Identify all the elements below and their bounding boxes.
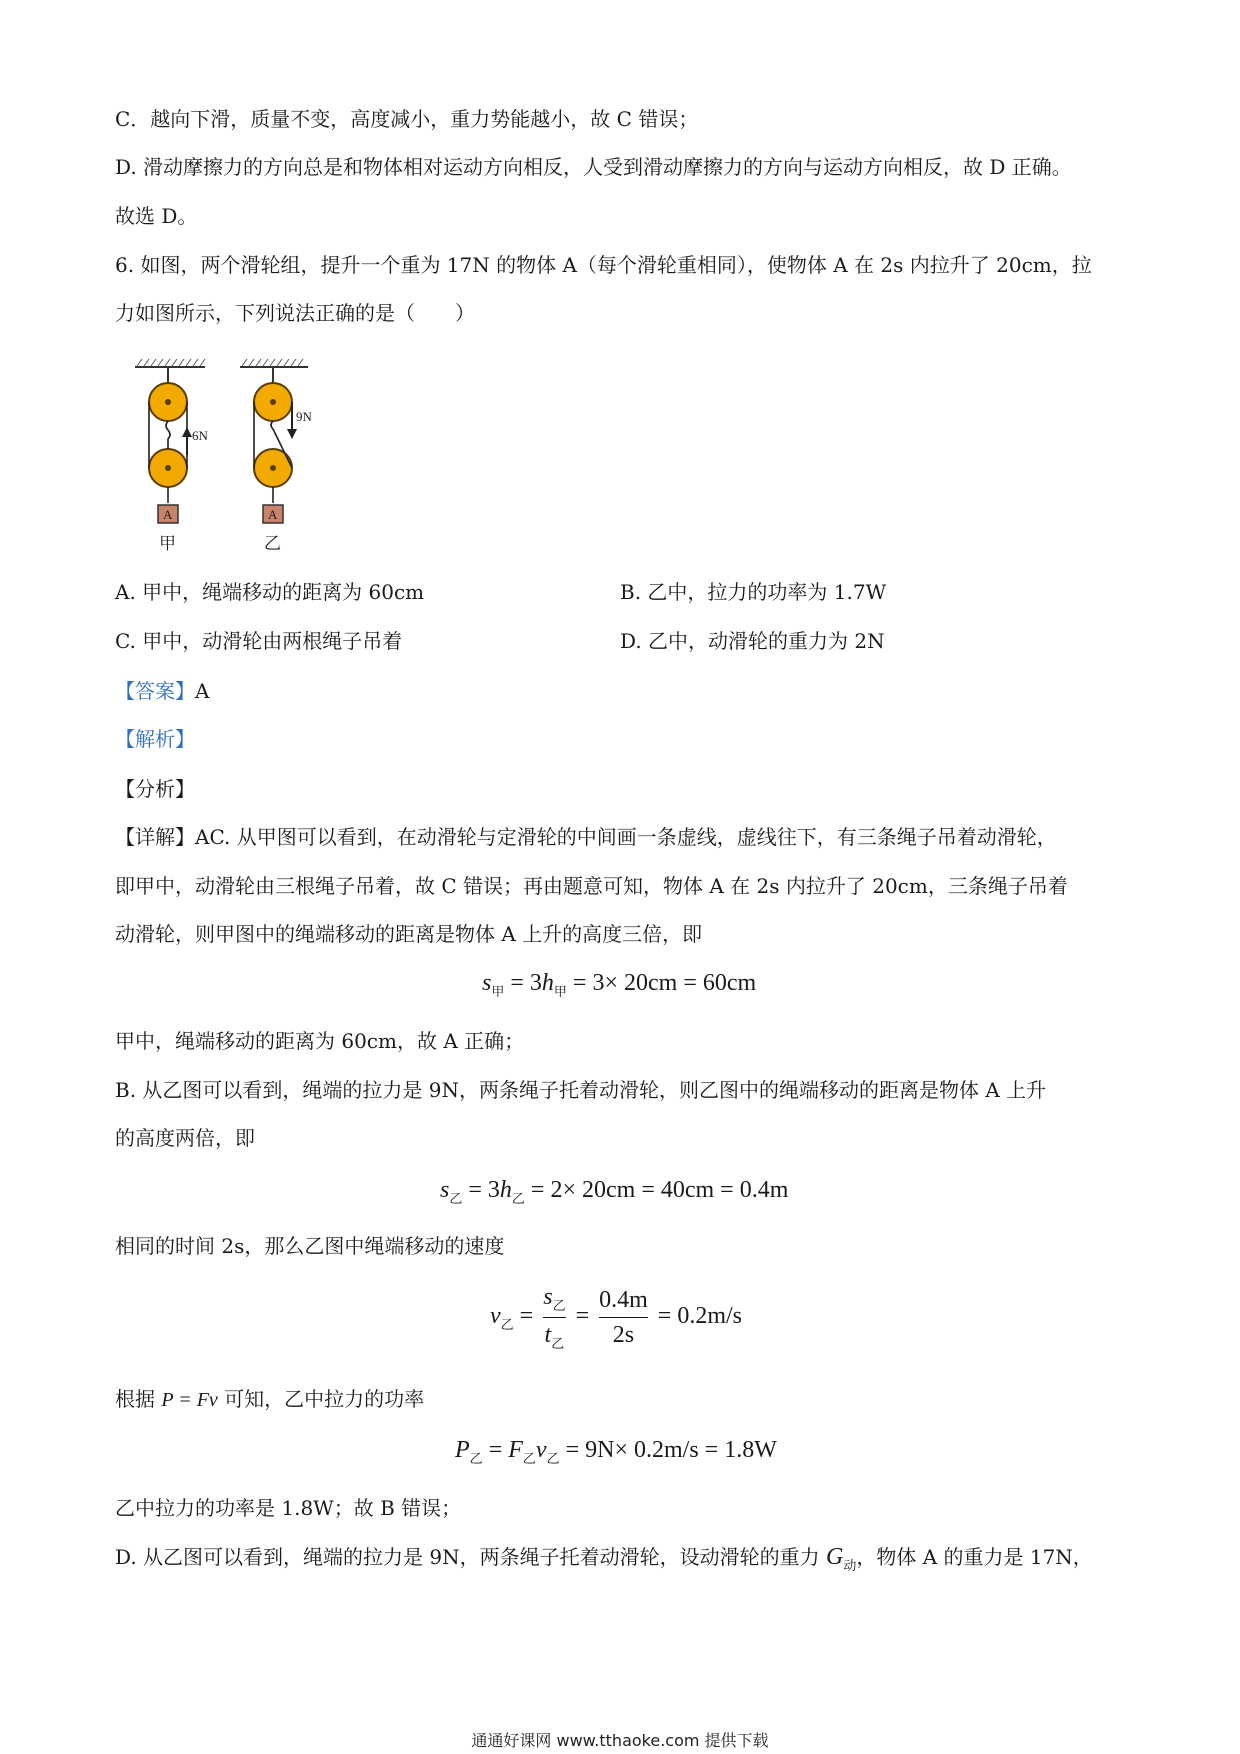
b-explanation-line-1: B. 从乙图可以看到，绳端的拉力是 9N，两条绳子托着动滑轮，则乙图中的绳端移动的距离是物体 A 上升 [115, 1078, 1047, 1102]
equation-3: $v_乙$ = $\frac{s_乙}{t_乙}$ = $\frac{0.4m}{2s}$ = 0.2m/s [490, 1284, 743, 1351]
question-6-line-2: 力如图所示，下列说法正确的是（ ） [115, 301, 475, 325]
detail-line-3: 动滑轮，则甲图中的绳端移动的距离是物体 A 上升的高度三倍，即 [115, 922, 703, 946]
after-equation-1: 甲中，绳端移动的距离为 60cm，故 A 正确； [115, 1029, 525, 1053]
equation-1: $s_甲 = 3h_甲 = 3\times 20cm = 60cm$ [482, 970, 757, 999]
detail-line-1: 【详解】AC. 从甲图可以看到，在动滑轮与定滑轮的中间画一条虚线，虚线往下，有三条绳子吊着动滑轮， [115, 825, 1057, 849]
svg-text:A: A [163, 507, 173, 522]
pulley-figure [125, 355, 335, 565]
option-c: C. 甲中，动滑轮由两根绳子吊着 [115, 629, 403, 653]
right-caption: 乙 [264, 534, 281, 554]
before-equation-4: 根据 P = Fv 可知，乙中拉力的功率 [115, 1387, 425, 1411]
after-equation-2: 相同的时间 2s，那么乙图中绳端移动的速度 [115, 1234, 505, 1258]
svg-text:A: A [268, 507, 278, 522]
choose-line: 故选 D。 [115, 204, 198, 228]
option-c-explanation: C．越向下滑，质量不变，高度减小，重力势能越小，故 C 错误； [115, 107, 699, 131]
d-explanation-line: D. 从乙图可以看到，绳端的拉力是 9N，两条绳子托着动滑轮，设动滑轮的重力 $G_动$，物体 A 的重力是 17N， [115, 1544, 1093, 1574]
footer-text: 通通好课网 www.tthaoke.com 提供下载 [471, 1731, 769, 1750]
detail-line-2: 即甲中，动滑轮由三根绳子吊着，故 C 错误；再由题意可知，物体 A 在 2s 内拉升了 20cm，三条绳子吊着 [115, 874, 1068, 898]
question-6-line-1: 6. 如图，两个滑轮组，提升一个重为 17N 的物体 A（每个滑轮重相同），使物体 A 在 2s 内拉升了 20cm，拉 [115, 253, 1092, 277]
answer-line [115, 677, 209, 705]
option-d: D. 乙中，动滑轮的重力为 2N [620, 629, 885, 653]
answer-value: A [195, 679, 210, 703]
right-ceiling [240, 359, 308, 367]
left-ceiling [135, 359, 205, 367]
detail-label: 【详解】 [115, 825, 195, 849]
option-b: B. 乙中，拉力的功率为 1.7W [620, 580, 887, 604]
fraction-values: $\frac{0.4m}{2s}$ [599, 1287, 648, 1348]
equation-4: $P_乙 = F_乙v_乙 = 9N\times 0.2m/s = 1.8W$ [455, 1437, 777, 1466]
b-explanation-line-2: 的高度两倍，即 [115, 1126, 255, 1150]
after-equation-4: 乙中拉力的功率是 1.8W；故 B 错误； [115, 1496, 462, 1520]
fenxi-label: 【分析】 [115, 777, 195, 801]
option-d-explanation: D. 滑动摩擦力的方向总是和物体相对运动方向相反，人受到滑动摩擦力的方向与运动方向相反，故 D 正确。 [115, 155, 1072, 179]
equation-2: $s_乙 = 3h_乙 = 2\times 20cm = 40cm = 0.4m$ [440, 1177, 789, 1206]
answer-label: 【答案】 [115, 679, 195, 703]
left-force-label: 6N [192, 428, 208, 443]
fraction-s-over-t: $\frac{s_乙}{t_乙}$ [543, 1284, 566, 1351]
option-a: A. 甲中，绳端移动的距离为 60cm [115, 580, 425, 604]
right-force-label: 9N [296, 409, 312, 424]
jiexi-label: 【解析】 [115, 727, 195, 751]
left-caption: 甲 [159, 534, 176, 554]
